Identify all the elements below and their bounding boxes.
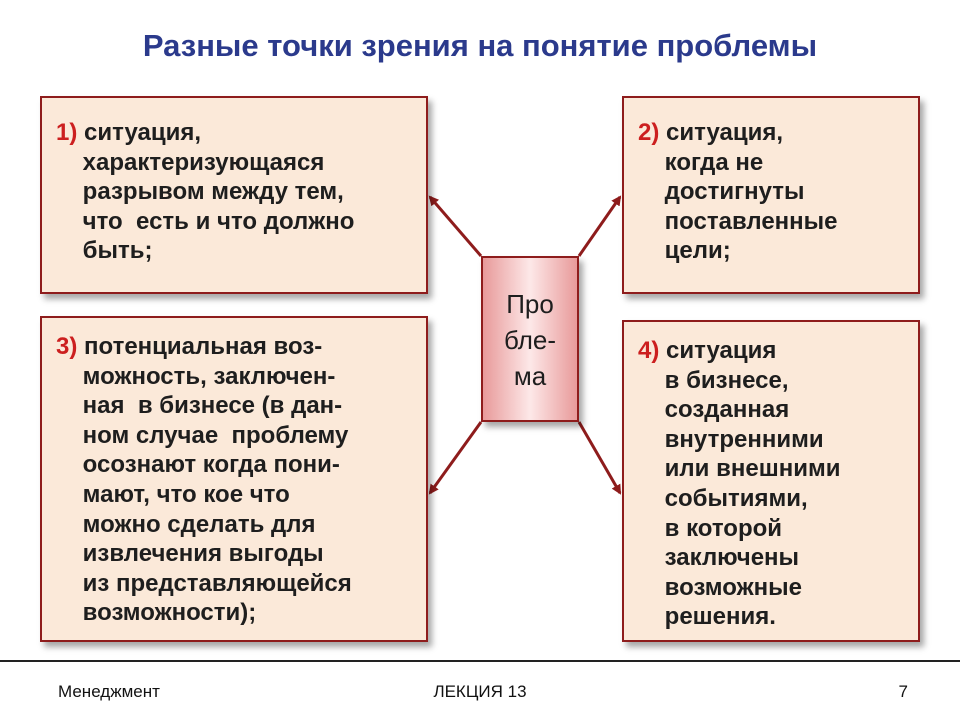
viewpoint-text-3 [56, 332, 352, 628]
viewpoint-box-1 [40, 96, 428, 294]
viewpoint-body-2: ситуация, когда не достигнуты поставленные цели; [664, 119, 838, 265]
viewpoint-number-4: 4) [638, 337, 660, 364]
arrow-to-box-1 [430, 197, 481, 256]
viewpoint-box-4 [622, 320, 920, 642]
viewpoint-text-4 [638, 336, 840, 632]
viewpoint-body-3: потенциальная воз- можность, заключен- ная в бизнесе (в дан- ном случае проблему осознают когда пони- мают, что кое что можно сделать для извлечения выгоды из представляющейся возможности); [82, 333, 352, 627]
viewpoint-number-3: 3) [56, 333, 78, 360]
footer-course: Менеджмент [58, 682, 160, 701]
footer-lecture: ЛЕКЦИЯ 13 [433, 682, 527, 701]
arrow-to-box-2 [579, 197, 620, 256]
viewpoint-text-2 [638, 118, 838, 266]
viewpoint-box-2 [622, 96, 920, 294]
center-concept-box [481, 256, 579, 422]
center-concept-label: Про бле- ма [503, 289, 556, 391]
arrow-to-box-4 [579, 422, 620, 493]
footer-divider [0, 660, 960, 662]
viewpoint-box-3 [40, 316, 428, 642]
slide-title: Разные точки зрения на понятие проблемы [142, 28, 818, 63]
viewpoint-body-4: ситуация в бизнесе, созданная внутренними или внешними событиями, в которой заключены возможные решения. [664, 337, 841, 631]
viewpoint-body-1: ситуация, характеризующаяся разрывом между тем, что есть и что должно быть; [82, 119, 355, 265]
viewpoint-number-1: 1) [56, 119, 78, 146]
viewpoint-number-2: 2) [638, 119, 660, 146]
viewpoint-text-1 [56, 118, 354, 266]
arrow-to-box-3 [430, 422, 481, 493]
footer-page-number: 7 [898, 682, 908, 701]
